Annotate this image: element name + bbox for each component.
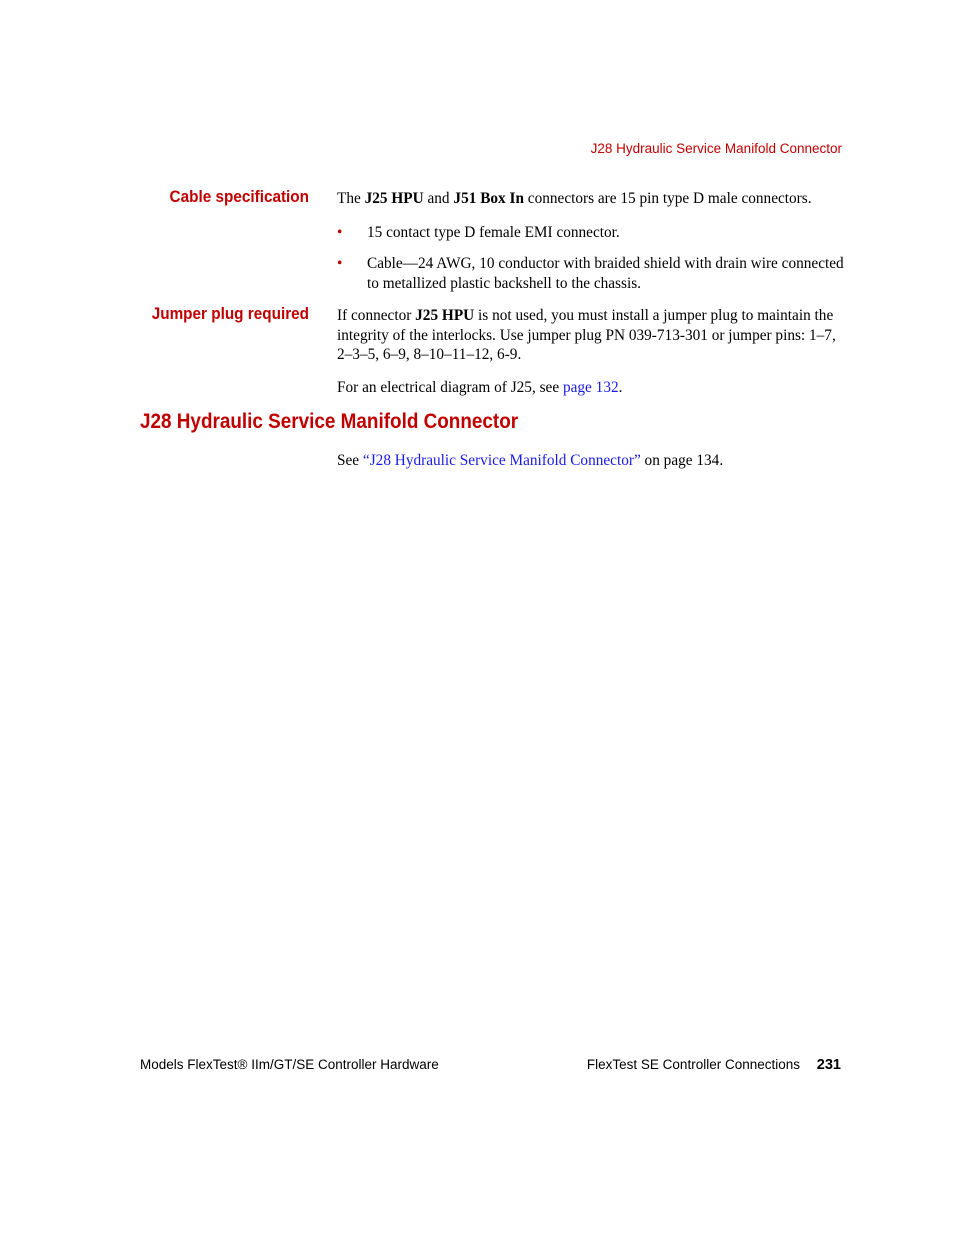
section-heading: J28 Hydraulic Service Manifold Connector: [140, 410, 519, 433]
bullet-marker: •: [337, 255, 343, 272]
jumper-paragraph: [337, 306, 845, 365]
jumper-plug-heading: Jumper plug required: [151, 304, 309, 323]
page-132-link[interactable]: page 132: [562, 379, 619, 396]
bullet-item: [337, 254, 845, 293]
text-run: on page 134.: [640, 452, 724, 469]
text-run: See: [337, 452, 363, 469]
running-header: J28 Hydraulic Service Manifold Connector: [590, 141, 842, 156]
footer-document-title: Models FlexTest® IIm/GT/SE Controller Hardware: [140, 1057, 439, 1072]
section-paragraph: [337, 451, 845, 471]
connector-name: J25 HPU: [364, 190, 424, 207]
page-number: 231: [816, 1057, 841, 1073]
connector-name: J25 HPU: [415, 307, 475, 324]
bullet-text: 15 contact type D female EMI connector.: [367, 224, 620, 241]
text-run: The: [337, 190, 365, 207]
text-run: is not used, you must install a jumper plug to maintain the integrity of the interlocks. Use jumper plug PN 039-713-301 or jumper pins: 1–7, 2–3–5, 6–9, 8–10–11–12, 6-9.: [337, 307, 836, 363]
text-run: and: [423, 190, 454, 207]
bullet-marker: •: [337, 224, 343, 241]
text-run: .: [618, 379, 623, 396]
bullet-item: [337, 223, 845, 243]
cable-specification-heading: Cable specification: [169, 187, 309, 206]
text-run: For an electrical diagram of J25, see: [337, 379, 563, 396]
cross-reference-link[interactable]: “J28 Hydraulic Service Manifold Connector”: [362, 452, 641, 469]
cable-spec-intro: [337, 189, 845, 209]
text-run: connectors are 15 pin type D male connectors.: [523, 190, 812, 207]
text-run: If connector: [337, 307, 416, 324]
diagram-reference: [337, 378, 845, 398]
footer-chapter-title: FlexTest SE Controller Connections: [586, 1057, 800, 1072]
connector-name: J51 Box In: [453, 190, 524, 207]
bullet-text: Cable—24 AWG, 10 conductor with braided shield with drain wire connected to metallized plastic backshell to the chassis.: [367, 255, 844, 292]
